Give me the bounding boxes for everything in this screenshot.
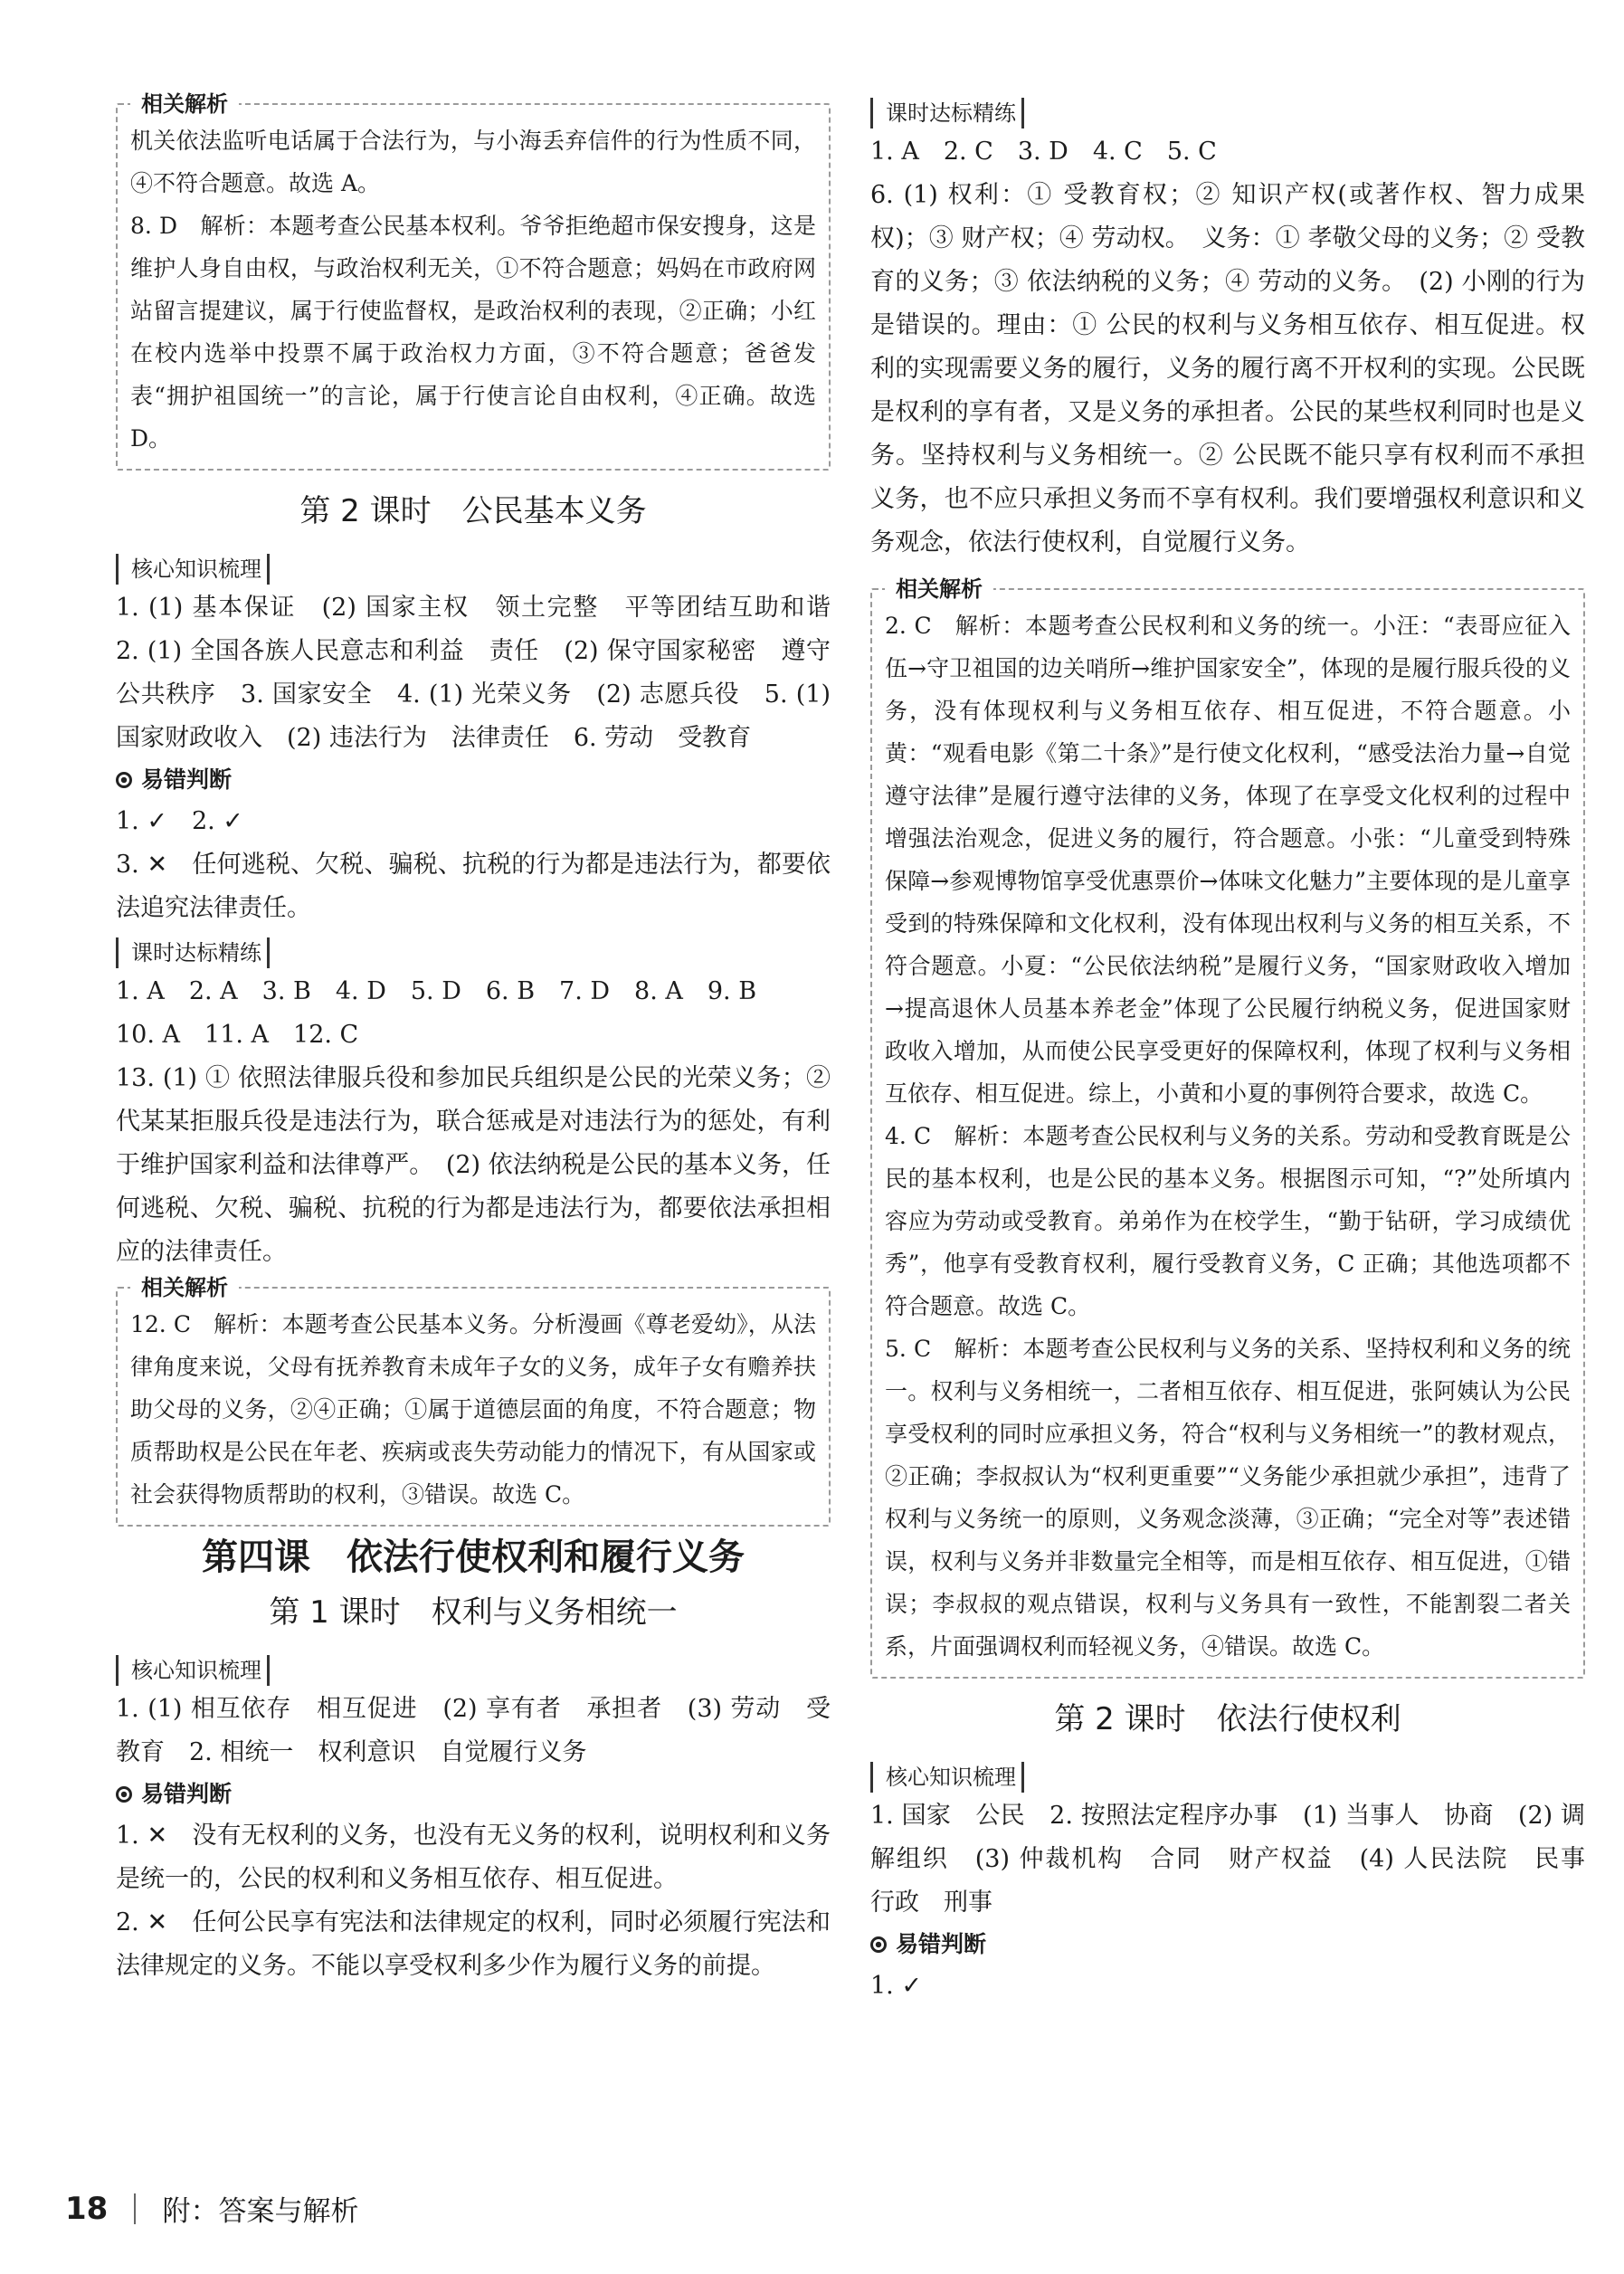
bullet-icon bbox=[116, 1786, 132, 1803]
lesson-title: 第 1 课时 权利与义务相统一 bbox=[269, 1594, 678, 1631]
easy-line: 3. ✕ 任何逃税、欠税、骗税、抗税的行为都是违法行为，都要依法追究法律责任。 bbox=[116, 851, 831, 922]
bullet-icon bbox=[116, 772, 132, 788]
easy-title: 易错判断 bbox=[116, 760, 831, 800]
easy-line: 2. ✕ 任何公民享有宪法和法律规定的权利，同时必须履行宪法和法律规定的义务。不能以享受权利多少作为履行义务的前提。 bbox=[116, 1908, 831, 1980]
analysis-line: 机关依法监听电话属于合法行为，与小海丢弃信件的行为性质不同，④不符合题意。故选 A。 bbox=[130, 128, 816, 196]
section-core: 核心知识梳理 bbox=[116, 554, 270, 585]
practice-line: 10. A 11. A 12. C bbox=[116, 1021, 359, 1049]
analysis-box-1 bbox=[116, 91, 831, 471]
practice-line: 6. (1) 权利：① 受教育权；② 知识产权(或著作权、智力成果权)；③ 财产权；④ 劳动权。 义务：① 孝敬父母的义务；② 受教育的义务；③ 依法纳税的义务；④ 劳动的义务。 (2) 小刚的行为是错误的。理由：① 公民的权利与义务相互依存、相互促进。权利的实现需要义务的履行，义务的履行离不开权利的实现。公民既是权利的享有者，又是义务的承担者。公民的某些权利同时也是义务。坚持权利与义务相统一。② 公民既不能只享有权利而不承担义务，也不应只承担义务而不享有权利。我们要增强权利意识和义务观念，依法行使权利，自觉履行义务。 bbox=[870, 181, 1585, 557]
footer-divider bbox=[134, 2193, 136, 2224]
page-number: 18 bbox=[65, 2190, 109, 2227]
section-core: 核心知识梳理 bbox=[870, 1762, 1024, 1793]
analysis-box-2 bbox=[116, 1275, 831, 1527]
right-column bbox=[870, 98, 1610, 2008]
footer-title: 附：答案与解析 bbox=[162, 2195, 359, 2228]
analysis-line: 12. C 解析：本题考查公民基本义务。分析漫画《尊老爱幼》，从法律角度来说，父母有抚养教育未成年子女的义务，成年子女有赡养扶助父母的义务，②④正确；①属于道德层面的角度，不符合题意；物质帮助权是公民在年老、疾病或丧失劳动能力的情况下，有从国家或社会获得物质帮助的权利，③错误。故选 C。 bbox=[130, 1311, 816, 1508]
easy-line: 1. ✓ bbox=[870, 1972, 922, 2000]
lesson-title: 第 2 课时 公民基本义务 bbox=[299, 493, 647, 529]
analysis-tag: 相关解析 bbox=[130, 90, 239, 119]
section-core: 核心知识梳理 bbox=[116, 1655, 270, 1686]
analysis-line: 2. C 解析：本题考查公民权利和义务的统一。小汪：“表哥应征入伍→守卫祖国的边关哨所→维护国家安全”，体现的是履行服兵役的义务，没有体现权利与义务相互依存、相互促进，不符合题意。小黄：“观看电影《第二十条》”是行使文化权利，“感受法治力量→自觉遵守法律”是履行遵守法律的义务，体现了在享受文化权利的过程中增强法治观念，促进义务的履行，符合题意。小张：“儿童受到特殊保障→参观博物馆享受优惠票价→体味文化魅力”主要体现的是儿童享受到的特殊保障和文化权利，没有体现出权利与义务的相互关系，不符合题意。小夏：“公民依法纳税”是履行义务，“国家财政收入增加→提高退休人员基本养老金”体现了公民履行纳税义务，促进国家财政收入增加，从而使公民享受更好的保障权利，体现了权利与义务相互依存、相互促进。综上，小黄和小夏的事例符合要求，故选 C。 bbox=[885, 613, 1571, 1107]
core-answers: 1. (1) 基本保证 (2) 国家主权 领土完整 平等团结互助和谐 2. (1) 全国各族人民意志和利益 责任 (2) 保守国家秘密 遵守公共秩序 3. 国家安全 4. (1) 光荣义务 (2) 志愿兵役 5. (1) 国家财政收入 (2) 违法行为 法律责任 6. 劳动 受教育 bbox=[116, 594, 855, 752]
easy-line: 1. ✕ 没有无权利的义务，也没有无义务的权利，说明权利和义务是统一的，公民的权利和义务相互依存、相互促进。 bbox=[116, 1822, 831, 1893]
analysis-tag: 相关解析 bbox=[885, 575, 993, 604]
easy-title: 易错判断 bbox=[116, 1774, 831, 1814]
core-answers: 1. (1) 相互依存 相互促进 (2) 享有者 承担者 (3) 劳动 受教育 2. 相统一 权利意识 自觉履行义务 bbox=[116, 1695, 831, 1766]
analysis-line: 4. C 解析：本题考查公民权利与义务的关系。劳动和受教育既是公民的基本权利，也是公民的基本义务。根据图示可知，“?”处所填内容应为劳动或受教育。弟弟作为在校学生，“勤于钻研，学习成绩优秀”，他享有受教育权利，履行受教育义务，C 正确；其他选项都不符合题意。故选 C。 bbox=[885, 1123, 1571, 1319]
section-practice: 课时达标精练 bbox=[116, 937, 270, 968]
analysis-tag: 相关解析 bbox=[130, 1273, 239, 1302]
practice-line: 1. A 2. C 3. D 4. C 5. C bbox=[870, 138, 1217, 166]
easy-line: 1. ✓ 2. ✓ bbox=[116, 807, 243, 835]
page-footer bbox=[65, 2188, 359, 2233]
bullet-icon bbox=[870, 1936, 887, 1953]
section-practice: 课时达标精练 bbox=[870, 98, 1024, 128]
practice-line: 13. (1) ① 依照法律服兵役和参加民兵组织是公民的光荣义务；② 代某某拒服兵役是违法行为，联合惩戒是对违法行为的惩处，有利于维护国家利益和法律尊严。 (2) 依法纳税是公民的基本义务，任何逃税、欠税、骗税、抗税的行为都是违法行为，都要依法承担相应的法律责任。 bbox=[116, 1064, 831, 1266]
analysis-line: 5. C 解析：本题考查公民权利与义务的关系、坚持权利和义务的统一。权利与义务相统一，二者相互依存、相互促进，张阿姨认为公民享受权利的同时应承担义务，符合“权利与义务相统一”的教材观点，②正确；李叔叔认为“权利更重要”“义务能少承担就少承担”，违背了权利与义务统一的原则，义务观念淡薄，③正确；“完全对等”表述错误，权利与义务并非数量完全相等，而是相互依存、相互促进，①错误；李叔叔的观点错误，权利与义务具有一致性，不能割裂二者关系，片面强调权利而轻视义务，④错误。故选 C。 bbox=[885, 1336, 1571, 1660]
practice-line: 1. A 2. A 3. B 4. D 5. D 6. B 7. D 8. A 9. B bbox=[116, 977, 757, 1005]
core-answers: 1. 国家 公民 2. 按照法定程序办事 (1) 当事人 协商 (2) 调解组织 (3) 仲裁机构 合同 财产权益 (4) 人民法院 民事 行政 刑事 bbox=[870, 1802, 1610, 1917]
analysis-box-3 bbox=[870, 576, 1585, 1679]
left-column bbox=[116, 90, 855, 1988]
analysis-line: 8. D 解析：本题考查公民基本权利。爷爷拒绝超市保安搜身，这是维护人身自由权，与政治权利无关，①不符合题意；妈妈在市政府网站留言提建议，属于行使监督权，是政治权利的表现，②正确；小红在校内选举中投票不属于政治权力方面，③不符合题意；爸爸发表“拥护祖国统一”的言论，属于行使言论自由权利，④正确。故选 D。 bbox=[130, 213, 816, 452]
lesson-title: 第 2 课时 依法行使权利 bbox=[1054, 1701, 1401, 1737]
unit-title: 第四课 依法行使权利和履行义务 bbox=[202, 1537, 745, 1578]
easy-title: 易错判断 bbox=[870, 1925, 1585, 1965]
